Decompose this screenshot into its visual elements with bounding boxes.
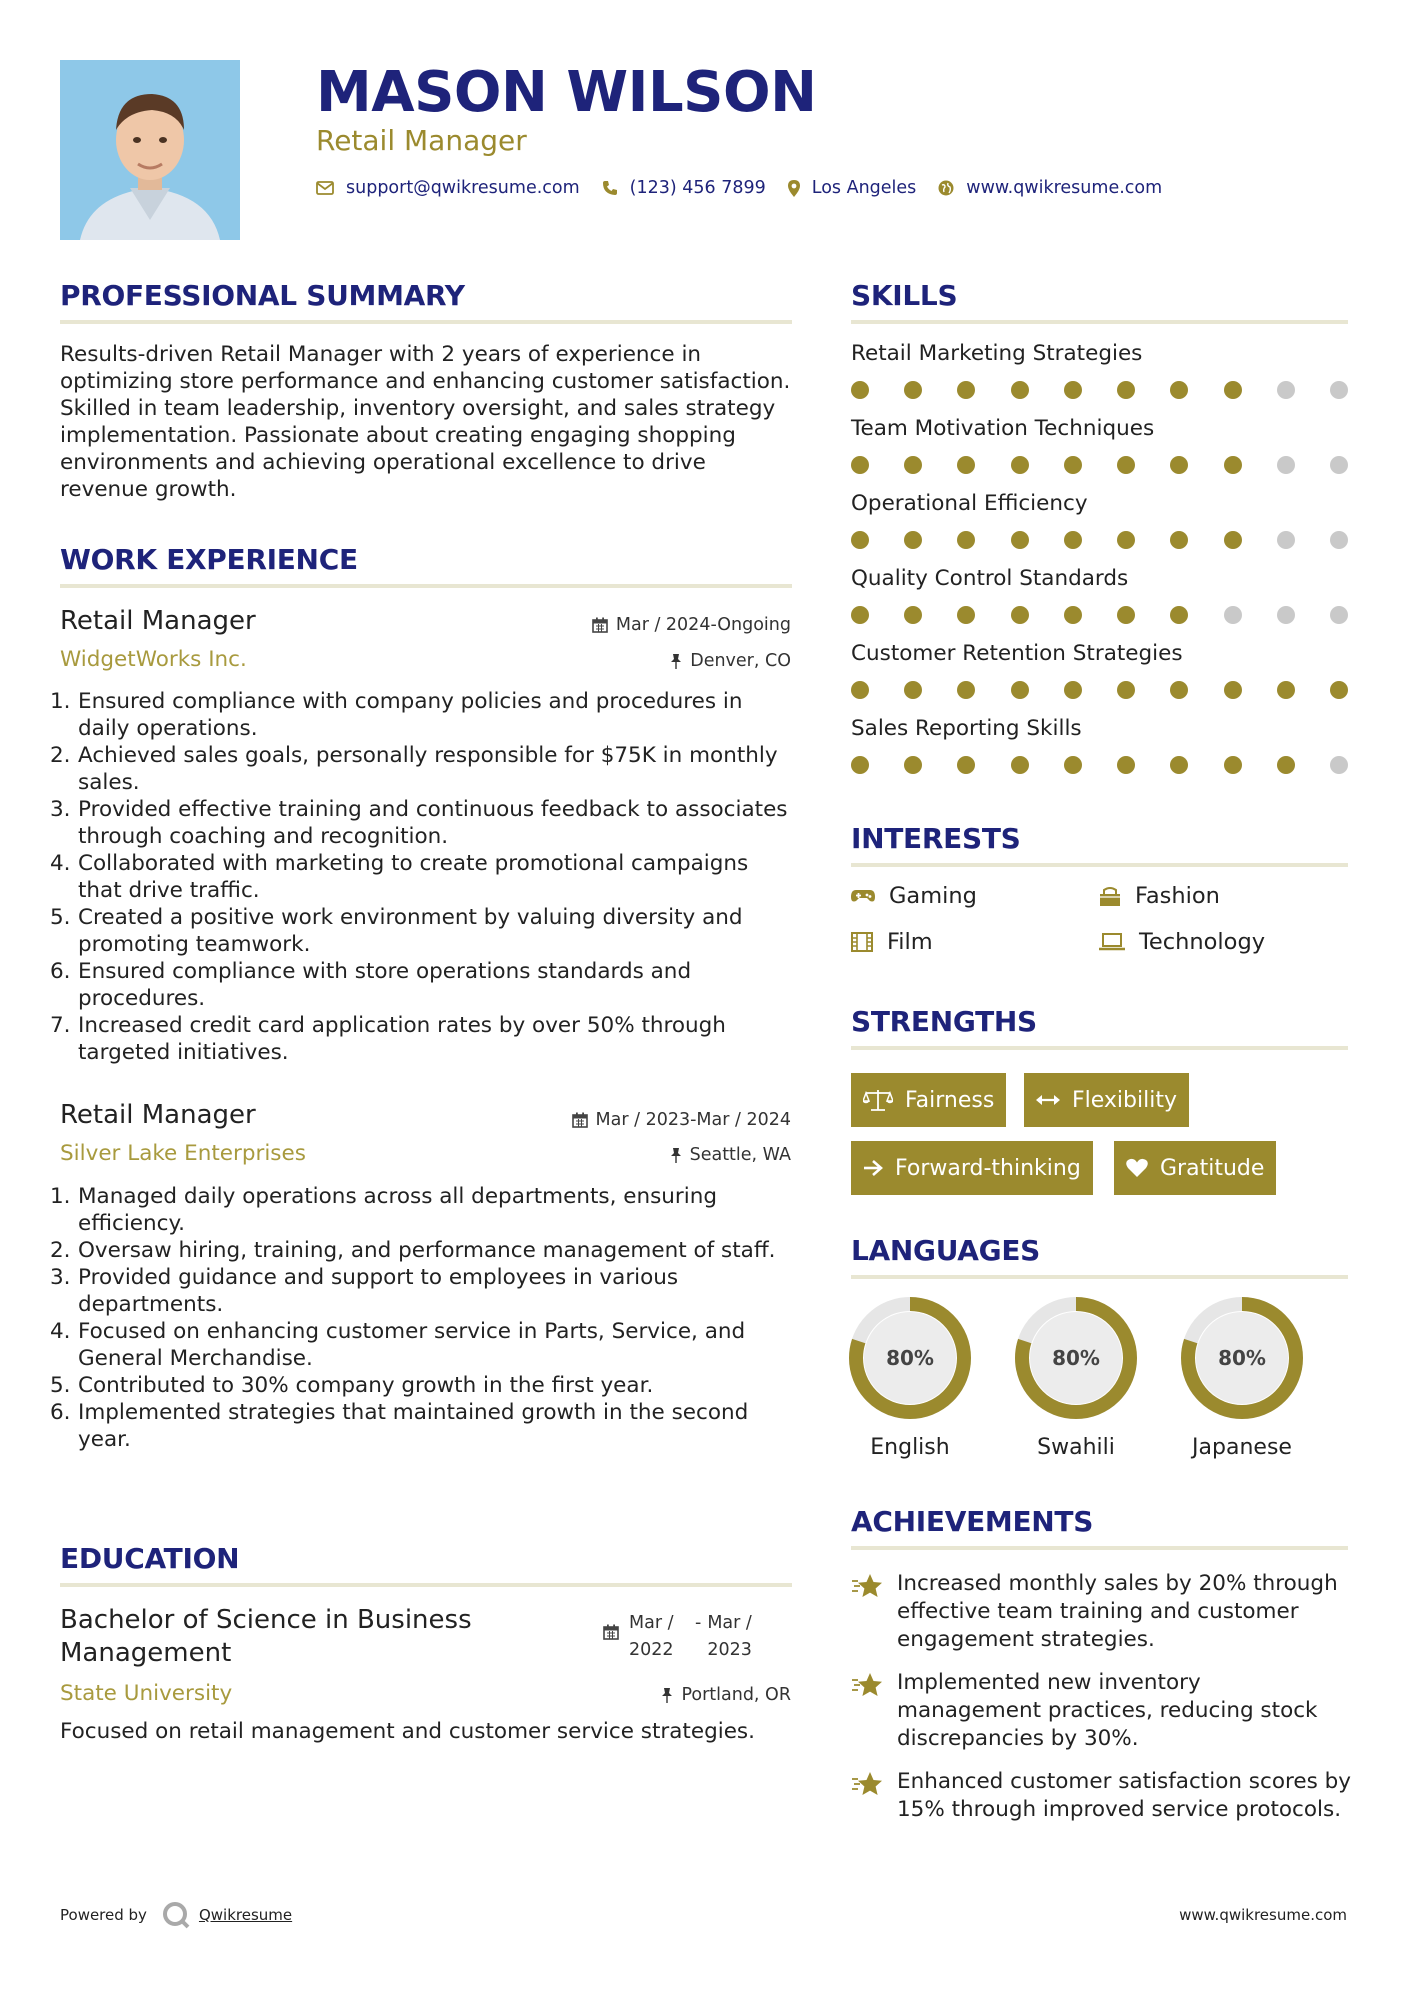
achievement-item [851, 1669, 1351, 1753]
interests-divider [851, 863, 1348, 867]
contact-location [788, 178, 917, 198]
job-title: Retail Manager [60, 606, 256, 636]
rating-dot [1277, 456, 1295, 474]
skill-rating [851, 531, 1348, 549]
strengths-divider [851, 1046, 1348, 1050]
date-separator: - [695, 1613, 702, 1633]
rating-dot [1224, 606, 1242, 624]
interest-label: Technology [1139, 929, 1266, 955]
job-location [670, 1145, 791, 1165]
rating-dot [1117, 681, 1135, 699]
film-icon [851, 932, 873, 952]
interest-label: Fashion [1135, 883, 1220, 909]
experience-divider [60, 584, 792, 588]
rating-dot [851, 606, 869, 624]
rating-dot [1224, 756, 1242, 774]
rating-dot [1277, 756, 1295, 774]
education-end: Mar / 2023 [707, 1613, 752, 1660]
language-item [1177, 1293, 1307, 1460]
education-description: Focused on retail management and customer service strategies. [60, 1719, 755, 1744]
strength-label: Gratitude [1160, 1155, 1265, 1181]
rating-dot [1011, 531, 1029, 549]
pushpin-icon [670, 1147, 682, 1163]
star-badge-icon [851, 1572, 885, 1600]
rating-dot [904, 606, 922, 624]
job-dates [572, 1110, 791, 1130]
rating-dot [1330, 456, 1348, 474]
rating-dot [851, 381, 869, 399]
laptop-icon [1099, 933, 1125, 951]
strength-label: Fairness [905, 1087, 995, 1113]
interest-gaming [851, 883, 977, 909]
rating-dot [851, 456, 869, 474]
rating-dot [1224, 456, 1242, 474]
contact-bar [316, 178, 1184, 198]
skill-rating [851, 456, 1348, 474]
powered-by-text: Powered by [60, 1906, 147, 1924]
website-text: www.qwikresume.com [966, 178, 1163, 198]
skill-name: Sales Reporting Skills [851, 716, 1082, 741]
skills-divider [851, 320, 1348, 324]
rating-dot [1117, 606, 1135, 624]
list-item: 3. Provided guidance and support to employees in various departments. [50, 1265, 679, 1317]
balance-scale-icon [863, 1089, 893, 1111]
shopping-bag-icon [1099, 885, 1121, 907]
list-item: 7. Increased credit card application rates by over 50% through targeted initiatives. [50, 1013, 726, 1065]
job-location [670, 651, 791, 671]
strength-forward-thinking [851, 1141, 1093, 1195]
list-item: 3. Provided effective training and continuous feedback to associates through coaching and recognition. [50, 797, 788, 849]
rating-dot [904, 381, 922, 399]
rating-dot [1330, 381, 1348, 399]
footer-powered-by [60, 1900, 292, 1930]
interest-fashion [1099, 883, 1220, 909]
rating-dot [957, 606, 975, 624]
globe-icon [938, 180, 954, 196]
language-ring [1011, 1293, 1141, 1423]
job-company: Silver Lake Enterprises [60, 1141, 306, 1166]
job-responsibilities [50, 688, 792, 1066]
contact-website[interactable] [938, 178, 1162, 198]
arrow-right-icon [863, 1159, 883, 1177]
rating-dot [1330, 606, 1348, 624]
rating-dot [1011, 756, 1029, 774]
rating-dot [1170, 606, 1188, 624]
rating-dot [1170, 381, 1188, 399]
interests-heading: INTERESTS [851, 822, 1021, 855]
list-item: 2. Oversaw hiring, training, and performance management of staff. [50, 1238, 776, 1263]
rating-dot [957, 381, 975, 399]
list-item: 4. Focused on enhancing customer service in Parts, Service, and General Merchandise. [50, 1319, 746, 1371]
interest-technology [1099, 929, 1265, 955]
education-dates [603, 1610, 767, 1664]
strength-label: Flexibility [1072, 1087, 1177, 1113]
list-item: 1. Managed daily operations across all departments, ensuring efficiency. [50, 1184, 718, 1236]
interest-label: Film [887, 929, 933, 955]
rating-dot [1277, 531, 1295, 549]
map-marker-icon [788, 180, 800, 197]
language-percent: 80% [886, 1346, 934, 1370]
contact-phone[interactable] [602, 178, 766, 198]
star-badge-icon [851, 1671, 885, 1699]
skill-rating [851, 756, 1348, 774]
rating-dot [1330, 531, 1348, 549]
language-ring [1177, 1293, 1307, 1423]
degree-title: Bachelor of Science in Business Management [60, 1605, 472, 1668]
arrows-horizontal-icon [1036, 1093, 1060, 1107]
rating-dot [1117, 756, 1135, 774]
job-dates-text: Mar / 2024-Ongoing [615, 615, 791, 635]
education-location [661, 1685, 791, 1705]
education-heading: EDUCATION [60, 1542, 240, 1575]
rating-dot [1011, 456, 1029, 474]
profile-photo [60, 60, 240, 240]
rating-dot [1277, 606, 1295, 624]
candidate-role: Retail Manager [316, 124, 527, 157]
pushpin-icon [661, 1687, 673, 1703]
rating-dot [957, 756, 975, 774]
interest-film [851, 929, 933, 955]
rating-dot [851, 681, 869, 699]
rating-dot [1011, 381, 1029, 399]
rating-dot [1064, 381, 1082, 399]
rating-dot [1277, 681, 1295, 699]
rating-dot [1064, 456, 1082, 474]
achievements-heading: ACHIEVEMENTS [851, 1505, 1094, 1538]
list-item: 1. Ensured compliance with company policies and procedures in daily operations. [50, 689, 743, 741]
qwikresume-link[interactable]: Qwikresume [198, 1906, 293, 1924]
language-ring [845, 1293, 975, 1423]
languages-heading: LANGUAGES [851, 1234, 1041, 1267]
rating-dot [957, 681, 975, 699]
summary-divider [60, 320, 792, 324]
job-title: Retail Manager [60, 1100, 256, 1130]
list-item: 6. Implemented strategies that maintained growth in the second year. [50, 1400, 749, 1452]
achievement-text: Implemented new inventory management practices, reducing stock discrepancies by 30%. [897, 1670, 1318, 1751]
languages-divider [851, 1275, 1348, 1279]
envelope-icon [316, 181, 334, 195]
gamepad-icon [851, 888, 875, 904]
skill-name: Customer Retention Strategies [851, 641, 1183, 666]
list-item: 2. Achieved sales goals, personally responsible for $75K in monthly sales. [50, 743, 778, 795]
achievement-text: Increased monthly sales by 20% through effective team training and customer engagement strategies. [897, 1571, 1338, 1652]
language-name: Swahili [1037, 1435, 1115, 1460]
summary-text: Results-driven Retail Manager with 2 years of experience in optimizing store performance and enhancing customer satisfaction. Skilled in team leadership, inventory oversight, and sales strategy implementation. Passionate about creating engaging shopping environments and achieving operational excellence to drive revenue growth. [60, 342, 791, 502]
contact-email[interactable] [316, 178, 580, 198]
skill-name: Team Motivation Techniques [851, 416, 1155, 441]
achievement-item [851, 1570, 1351, 1654]
language-name: Japanese [1192, 1435, 1292, 1460]
summary-heading: PROFESSIONAL SUMMARY [60, 279, 465, 312]
skills-heading: SKILLS [851, 279, 958, 312]
education-location-text: Portland, OR [681, 1685, 791, 1705]
interest-label: Gaming [889, 883, 977, 909]
rating-dot [1224, 381, 1242, 399]
rating-dot [1330, 681, 1348, 699]
job-responsibilities [50, 1183, 792, 1453]
language-item [845, 1293, 975, 1460]
rating-dot [904, 681, 922, 699]
list-item: 5. Created a positive work environment by valuing diversity and promoting teamwork. [50, 905, 743, 957]
heart-icon [1126, 1158, 1148, 1178]
achievement-text: Enhanced customer satisfaction scores by 15% through improved service protocols. [897, 1769, 1351, 1822]
school-name: State University [60, 1681, 233, 1706]
language-percent: 80% [1052, 1346, 1100, 1370]
star-badge-icon [851, 1770, 885, 1798]
rating-dot [1117, 456, 1135, 474]
list-item: 5. Contributed to 30% company growth in the first year. [50, 1373, 654, 1398]
strengths-heading: STRENGTHS [851, 1005, 1037, 1038]
rating-dot [1224, 531, 1242, 549]
job-dates [592, 615, 791, 635]
strength-label: Forward-thinking [895, 1155, 1081, 1181]
skill-name: Operational Efficiency [851, 491, 1088, 516]
rating-dot [1170, 456, 1188, 474]
education-start: Mar / 2022 [629, 1613, 674, 1660]
calendar-icon [572, 1112, 588, 1128]
phone-text: (123) 456 7899 [629, 178, 766, 198]
experience-heading: WORK EXPERIENCE [60, 543, 358, 576]
rating-dot [1117, 381, 1135, 399]
language-percent: 80% [1218, 1346, 1266, 1370]
candidate-name: MASON WILSON [316, 60, 817, 125]
pushpin-icon [670, 653, 682, 669]
language-name: English [870, 1435, 950, 1460]
rating-dot [904, 531, 922, 549]
achievements-divider [851, 1546, 1348, 1550]
rating-dot [904, 756, 922, 774]
skill-name: Quality Control Standards [851, 566, 1129, 591]
rating-dot [1011, 606, 1029, 624]
calendar-icon [592, 617, 608, 633]
rating-dot [1064, 681, 1082, 699]
rating-dot [1170, 681, 1188, 699]
skill-rating [851, 681, 1348, 699]
job-location-text: Denver, CO [690, 651, 791, 671]
rating-dot [1277, 381, 1295, 399]
phone-icon [602, 180, 618, 196]
strength-flexibility [1024, 1073, 1189, 1127]
list-item: 4. Collaborated with marketing to create promotional campaigns that drive traffic. [50, 851, 749, 903]
job-dates-text: Mar / 2023-Mar / 2024 [595, 1110, 791, 1130]
job-company: WidgetWorks Inc. [60, 647, 247, 672]
rating-dot [904, 456, 922, 474]
rating-dot [957, 531, 975, 549]
rating-dot [1011, 681, 1029, 699]
list-item: 6. Ensured compliance with store operations standards and procedures. [50, 959, 692, 1011]
rating-dot [1224, 681, 1242, 699]
email-text: support@qwikresume.com [346, 178, 580, 198]
rating-dot [1064, 531, 1082, 549]
calendar-icon [603, 1624, 619, 1640]
rating-dot [957, 456, 975, 474]
strength-fairness [851, 1073, 1006, 1127]
rating-dot [1064, 606, 1082, 624]
qwikresume-logo-icon [161, 1900, 191, 1930]
rating-dot [851, 531, 869, 549]
rating-dot [1064, 756, 1082, 774]
rating-dot [1170, 531, 1188, 549]
education-divider [60, 1583, 792, 1587]
job-location-text: Seattle, WA [689, 1145, 791, 1165]
rating-dot [851, 756, 869, 774]
achievement-item [851, 1768, 1351, 1824]
rating-dot [1330, 756, 1348, 774]
rating-dot [1117, 531, 1135, 549]
skill-name: Retail Marketing Strategies [851, 341, 1143, 366]
language-item [1011, 1293, 1141, 1460]
strength-gratitude [1114, 1141, 1276, 1195]
footer-url[interactable]: www.qwikresume.com [1179, 1906, 1347, 1924]
skill-rating [851, 606, 1348, 624]
rating-dot [1170, 756, 1188, 774]
skill-rating [851, 381, 1348, 399]
location-text: Los Angeles [811, 178, 917, 198]
